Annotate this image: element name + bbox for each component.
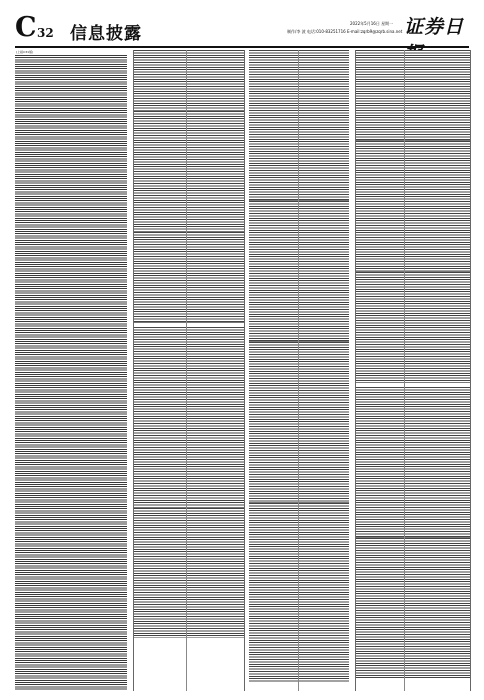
- disclosure-table: [134, 50, 244, 691]
- table-text: [134, 50, 244, 110]
- table-text: [356, 272, 470, 382]
- table-text: [134, 327, 244, 507]
- column-2-table: [133, 50, 245, 691]
- column-4: [355, 50, 471, 691]
- section-letter: C: [15, 12, 36, 43]
- table-text: [134, 111, 244, 231]
- table-text: [356, 50, 470, 140]
- table-divider: [186, 50, 187, 691]
- table-text: [249, 50, 349, 200]
- table-text: [356, 538, 470, 678]
- table-text: [356, 387, 470, 537]
- disclosure-table: [356, 50, 470, 691]
- header-rule: [15, 46, 469, 48]
- continuation-label: (上接C31版): [16, 50, 34, 54]
- section-number: 32: [37, 26, 54, 40]
- table-text: [249, 201, 349, 341]
- body-text-block: [15, 55, 127, 691]
- table-text: [134, 232, 244, 322]
- table-text: [356, 141, 470, 271]
- table-text: [134, 508, 244, 638]
- issue-date: 2022年5月16日 星期一: [350, 21, 394, 26]
- section-title: 信息披露: [70, 24, 142, 44]
- disclosure-table: [249, 50, 349, 691]
- newspaper-masthead: 证券日: [404, 16, 465, 38]
- table-divider: [298, 50, 299, 691]
- editor-contact: 制作/李 波 电话:010-83251716 E-mail:zqrb9@zqrb.sina.net: [287, 29, 403, 34]
- table-text: [249, 342, 349, 502]
- column-3: [249, 50, 349, 691]
- table-text: [249, 503, 349, 683]
- table-divider: [404, 50, 405, 691]
- column-1: [15, 50, 127, 691]
